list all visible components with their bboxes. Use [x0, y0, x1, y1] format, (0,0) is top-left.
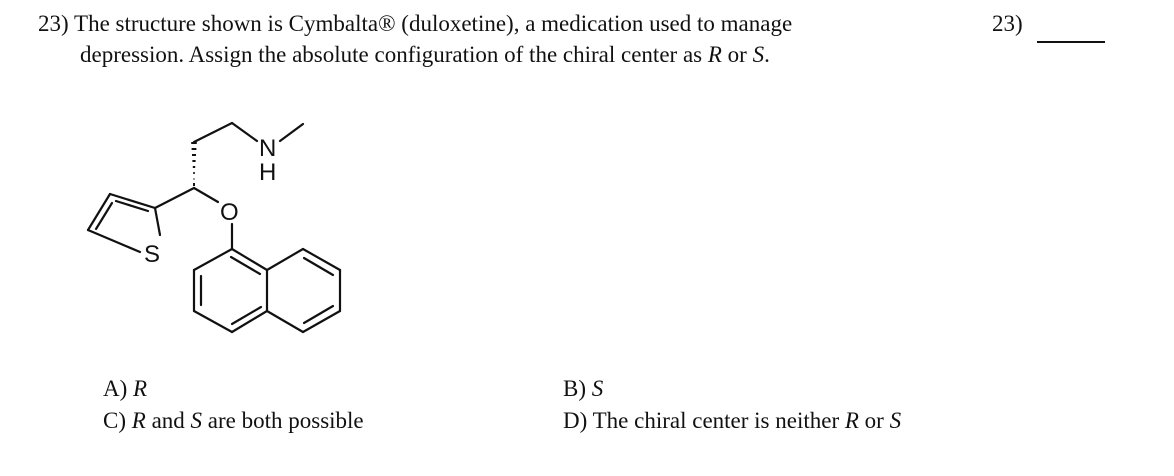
bond-chain-2 — [232, 123, 257, 141]
option-c-s: S — [190, 408, 203, 433]
thio-bond-4 — [155, 208, 160, 235]
option-d[interactable] — [563, 408, 901, 434]
atom-oxygen: O — [220, 199, 239, 226]
question-text-1: The structure shown is Cymbalta® (duloxetine), a medication used to manage — [74, 11, 793, 36]
thio-double-1 — [96, 203, 112, 229]
question-number: 23) — [38, 11, 69, 36]
option-d-s: S — [889, 408, 902, 433]
option-d-pre: The chiral center is neither — [587, 408, 845, 433]
naph-bond-11 — [267, 311, 303, 332]
option-a-letter: A) — [103, 376, 128, 401]
atom-sulfur: S — [144, 241, 161, 268]
option-d-or: or — [858, 408, 890, 433]
question-text-2: depression. Assign the absolute configuration of the chiral center as — [80, 42, 708, 67]
atom-nitrogen: N — [259, 135, 277, 162]
naph-bond-7 — [267, 249, 303, 270]
naph-bond-1 — [194, 249, 232, 270]
naph-double-3 — [231, 257, 260, 274]
answer-number: 23) — [992, 11, 1023, 36]
naph-double-5 — [304, 306, 333, 323]
option-b[interactable] — [563, 376, 603, 402]
question-period: . — [764, 42, 770, 67]
naph-double-2 — [232, 307, 261, 324]
thio-bond-3 — [88, 230, 140, 252]
naph-double-4 — [304, 258, 333, 275]
hashed-wedge — [191, 143, 197, 186]
option-b-text: S — [591, 376, 604, 401]
atom-hydrogen: H — [259, 159, 277, 186]
option-a[interactable] — [103, 376, 147, 402]
question-s: S — [752, 42, 765, 67]
bond-n-methyl — [280, 124, 303, 141]
option-c-r: R — [131, 408, 146, 433]
option-a-text: R — [133, 376, 148, 401]
bond-c-thiophene — [155, 188, 194, 208]
thio-double-2 — [116, 201, 148, 211]
option-c-and: and — [145, 408, 191, 433]
option-d-letter: D) — [563, 408, 588, 433]
option-c[interactable] — [103, 408, 364, 434]
option-b-letter: B) — [563, 376, 586, 401]
bond-chain-1 — [194, 123, 232, 142]
option-d-r: R — [844, 408, 859, 433]
question-or: or — [721, 42, 753, 67]
bond-c-o — [194, 188, 218, 202]
naph-bond-3 — [194, 311, 232, 332]
question-r: R — [707, 42, 722, 67]
option-c-rest: are both possible — [202, 408, 364, 433]
option-c-letter: C) — [103, 408, 126, 433]
